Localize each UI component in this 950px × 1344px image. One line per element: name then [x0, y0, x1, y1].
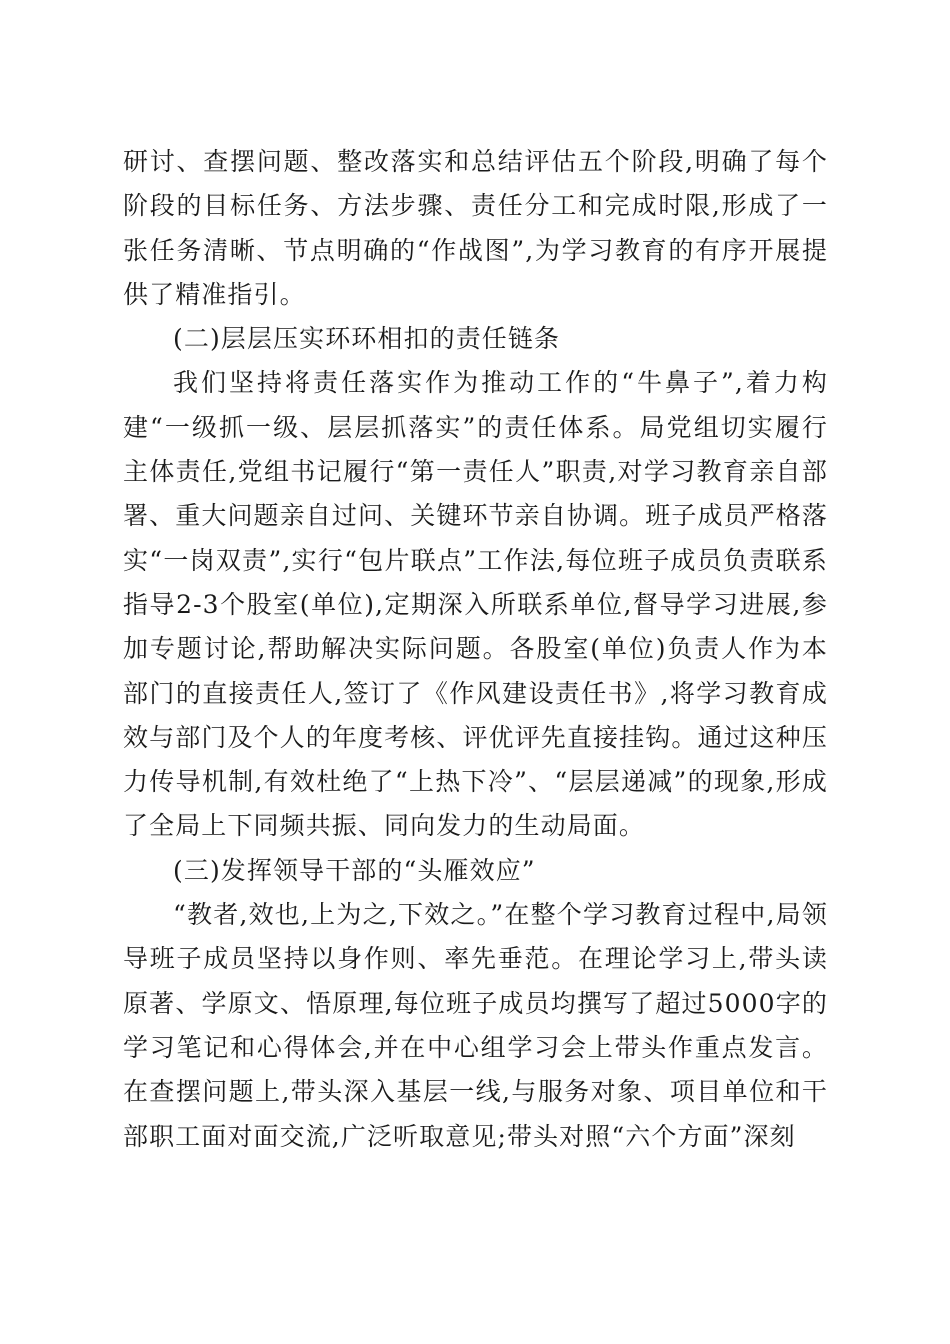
section-heading-2: (二)层层压实环环相扣的责任链条 — [173, 324, 561, 354]
paragraph-leading-goose: “教者,效也,上为之,下效之。”在整个学习教育过程中,局领导班子成员坚持以身作则、率先垂范。在理论学习上,带头读原著、学原文、悟原理,每位班子成员均撰写了超过5000字的学习笔记和心得体会,并在中心组学习会上带头作重点发言。在查摆问题上,带头深入基层一线,与服务对象、项目单位和干部职工面对面交流,广泛听取意见;带头对照“六个方面”深刻 — [123, 900, 828, 1151]
section-heading-3: (三)发挥领导干部的“头雁效应” — [173, 855, 536, 885]
document-body — [123, 140, 828, 1159]
paragraph-responsibility-chain: 我们坚持将责任落实作为推动工作的“牛鼻子”,着力构建“一级抓一级、层层抓落实”的责任体系。局党组切实履行主体责任,党组书记履行“第一责任人”职责,对学习教育亲自部署、重大问题亲自过问、关键环节亲自协调。班子成员严格落实“一岗双责”,实行“包片联点”工作法,每位班子成员负责联系指导2-3个股室(单位),定期深入所联系单位,督导学习进展,参加专题讨论,帮助解决实际问题。各股室(单位)负责人作为本部门的直接责任人,签订了《作风建设责任书》,将学习教育成效与部门及个人的年度考核、评优评先直接挂钩。通过这种压力传导机制,有效杜绝了“上热下冷”、“层层递减”的现象,形成了全局上下同频共振、同向发力的生动局面。 — [123, 368, 828, 841]
paragraph-stage-continuation: 研讨、查摆问题、整改落实和总结评估五个阶段,明确了每个阶段的目标任务、方法步骤、责任分工和完成时限,形成了一张任务清晰、节点明确的“作战图”,为学习教育的有序开展提供了精准指引。 — [123, 147, 828, 309]
